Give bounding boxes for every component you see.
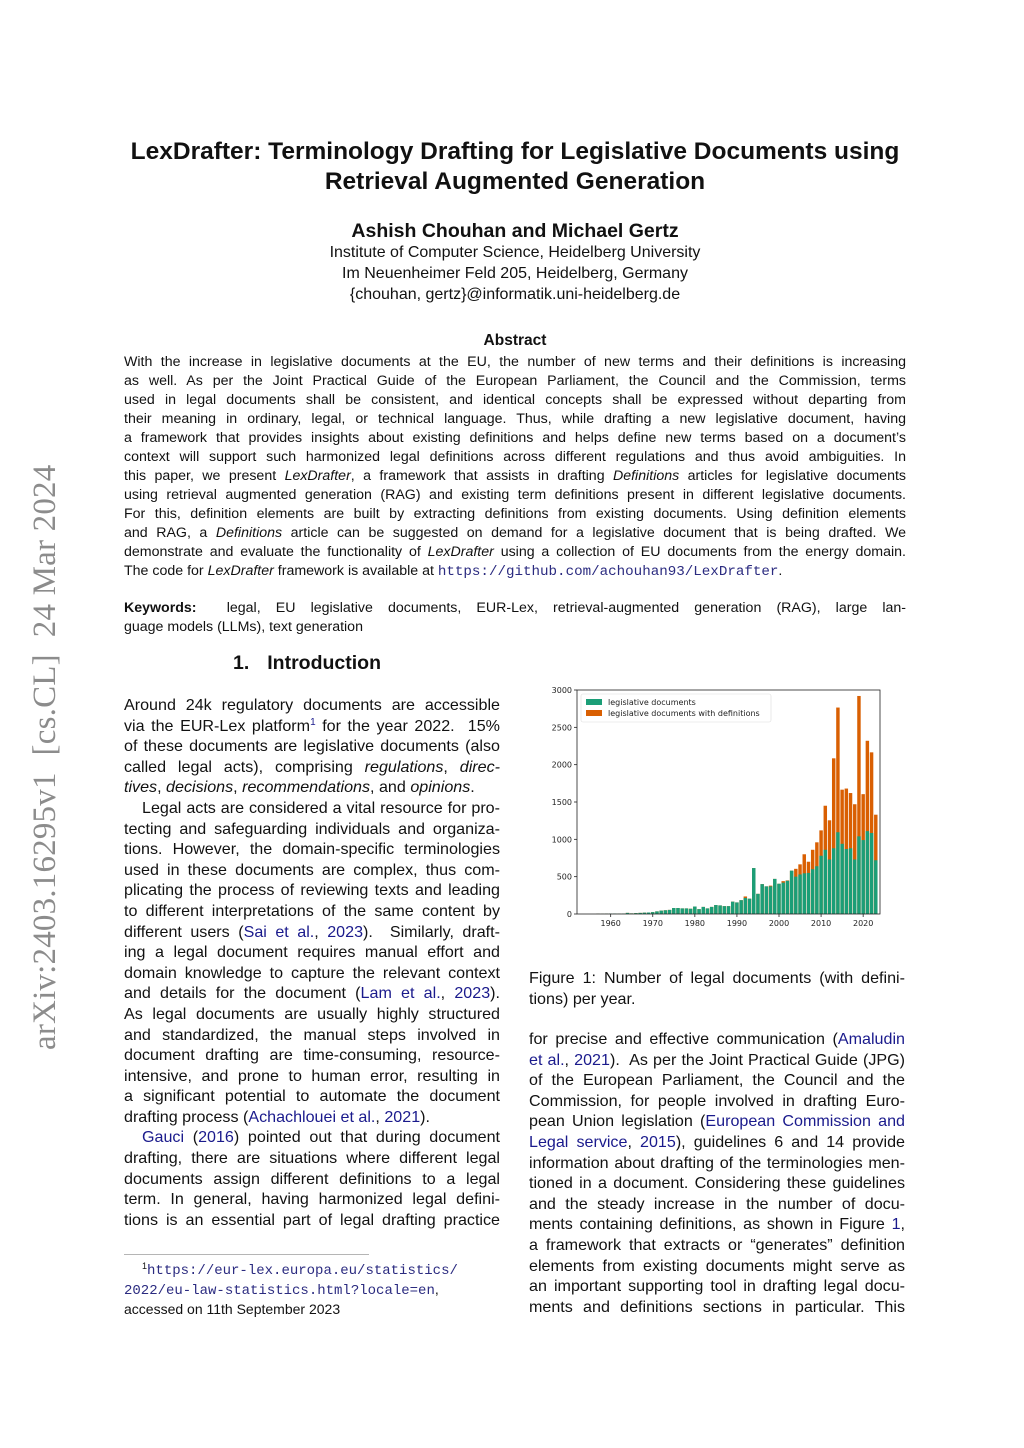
bar-legislative [849, 848, 852, 914]
bar-legislative [744, 898, 747, 914]
left-column-body: Around 24k regulatory documents are accessible via the EUR-Lex platform$^1$ for the year 2022. 15% of these documents are legislative documents (also called legal acts), comprising regulations, direc- tives, decisions, recommendations, and opinions. Legal acts are considered a vital resource for pro- tecting and safeguarding individuals and organiza- tions. However, the domain-specific terminologies used in these documents are complex, thus com- plicating the process of reviewing texts and leading to different interpretations of the same content by different users (Sai et al., 2023). Similarly, draft- ing a legal document requires manual effort and domain knowledge to capture the relevant context and details for the document (Lam et al., 2023). As legal documents are usually highly structured and standardized, the manual steps involved in document drafting are time-consuming, resource- intensive, and prone to human error, resulting in a significant potential to automate the document drafting process (Achachlouei et al., 2021). Gauci (2016) pointed out that during document drafting, there are situations where different legal documents assign different definitions to a legal term. In general, having harmonized legal defini- tions is an essential part of legal drafting practice [124, 696, 500, 1229]
right-column-body: for precise and effective communication (Amaludin et al., 2021). As per the Joint Practical Guide (JPG) of the European Parliament, the Council and the Commission, for people involved in drafting Euro- pean Union legislation (European Commission and Legal service, 2015), guidelines 6 and 14 provide information about drafting of the terminologies men- tioned in a document. Considering these guidelines and the steady increase in the number of docu- ments containing definitions, as shown in Figure 1, a framework that extracts or “generates” definition elements from existing documents might serve as an important supporting tool in drafting legal docu- ments and definitions sections in particular. This [529, 1030, 906, 1316]
bar-legislative [727, 906, 730, 914]
keywords [124, 599, 906, 637]
abstract-line: The code for LexDrafter framework is available at https://github.com/achouhan93/LexDrafter. [124, 563, 783, 580]
title-line-1: LexDrafter: Terminology Drafting for Legislative Documents using [130, 138, 900, 165]
bar-legislative [773, 879, 776, 914]
legend-label: legislative documents with definitions [608, 709, 760, 718]
bar-legislative [668, 910, 671, 914]
keywords-list-continued: guage models (LLMs), text generation [124, 619, 363, 635]
lexdrafter-emphasis: LexDrafter [284, 468, 351, 484]
figure-1-caption: Figure 1: Number of legal documents (with defini- tions) per year. [529, 969, 905, 1008]
arxiv-identifier-stamp: arXiv:2403.16295v1 [cs.CL] 24 Mar 2024 [27, 464, 63, 1050]
bar-legislative [870, 833, 873, 914]
bar-legislative [731, 902, 734, 914]
bar-legislative [777, 884, 780, 914]
x-tick-label: 1990 [726, 919, 748, 928]
bar-legislative [739, 900, 742, 914]
bar-legislative [685, 908, 688, 914]
bar-legislative [664, 910, 667, 914]
bar-legislative [702, 907, 705, 914]
bar-legislative [760, 884, 763, 914]
citation-year-link[interactable]: 2016 [198, 1128, 234, 1147]
bar-legislative [824, 850, 827, 914]
bar-legislative [790, 871, 793, 914]
bar-legislative [710, 907, 713, 914]
paper-authors: Ashish Chouhan and Michael Gertz [351, 220, 679, 242]
legend-swatch [586, 710, 602, 716]
bar-legislative [672, 908, 675, 914]
bar-legislative [853, 859, 856, 914]
bar-legislative [857, 836, 860, 914]
abstract-line: demonstrate and evaluate the functionality of LexDrafter using a collection of EU documents from the energy domain. [124, 544, 906, 560]
bar-legislative [781, 883, 784, 914]
citation-year-link[interactable]: 2023 [327, 922, 364, 941]
github-code-link[interactable]: https://github.com/achouhan93/LexDrafter [437, 564, 779, 580]
y-tick-label: 3000 [551, 686, 572, 695]
bar-legislative [840, 844, 843, 914]
definitions-emphasis: Definitions [612, 468, 680, 484]
bar-legislative [811, 869, 814, 914]
bar-legislative [832, 848, 835, 914]
abstract-body [124, 353, 906, 582]
x-tick-label: 1980 [684, 919, 706, 928]
bar-legislative [693, 907, 696, 914]
x-tick-label: 2000 [768, 919, 790, 928]
bar-legislative [815, 866, 818, 914]
x-tick-label: 2010 [810, 919, 832, 928]
bar-legislative [676, 908, 679, 914]
abstract-heading: Abstract [483, 332, 547, 349]
affiliation-address: Im Neuenheimer Feld 205, Heidelberg, Germany [342, 265, 688, 282]
definitions-emphasis: Definitions [215, 525, 283, 541]
bar-legislative [807, 873, 810, 914]
lexdrafter-emphasis: LexDrafter [427, 544, 494, 560]
citation-amaludin-2021[interactable]: Amaludin [837, 1030, 905, 1048]
bar-legislative [735, 902, 738, 914]
author-affiliation [110, 242, 920, 305]
x-tick-label: 2020 [852, 919, 874, 928]
footnote-mark: 1 [142, 1261, 148, 1271]
bar-legislative [714, 905, 717, 914]
y-tick-label: 2500 [551, 723, 572, 733]
bar-legislative [769, 886, 772, 914]
footnote-url-link-continued[interactable]: 2022/eu-law-statistics.html?locale=en [124, 1283, 435, 1299]
citation-european-commission-2015[interactable]: European Commission and [705, 1112, 905, 1131]
x-tick-label: 1970 [642, 919, 663, 928]
y-tick-label: 2000 [551, 760, 572, 770]
abstract-line: With the increase in legislative documents at the EU, the number of new terms and their definitions is increasing [124, 354, 906, 370]
abstract-line: a framework that provides insights about existing definitions and helps define new terms based on a document’s [124, 430, 906, 446]
footnote-divider [124, 1254, 369, 1255]
lexdrafter-emphasis: LexDrafter [207, 563, 274, 579]
bar-legislative [819, 856, 822, 914]
section-heading-introduction [233, 652, 381, 675]
keywords-label: Keywords: [124, 600, 197, 616]
title-line-2: Retrieval Augmented Generation [324, 168, 706, 195]
bar-legislative [798, 874, 801, 914]
affiliation-institute: Institute of Computer Science, Heidelberg University [329, 244, 701, 261]
bar-legislative [866, 831, 869, 914]
citation-gauci-2016[interactable]: Gauci [142, 1128, 185, 1147]
y-tick-label: 0 [566, 910, 572, 919]
footnote-url-link[interactable]: https://eur-lex.europa.eu/statistics/ [147, 1263, 458, 1279]
affiliation-email: {chouhan, gertz}@informatik.uni-heidelberg.de [349, 286, 681, 303]
paper-title [110, 137, 920, 197]
figure-1-chart [540, 683, 890, 933]
citation-year-link[interactable]: 2023 [454, 984, 491, 1003]
section-title: Introduction [267, 652, 381, 674]
section-number: 1. [233, 652, 250, 674]
y-tick-label: 1500 [551, 798, 572, 807]
abstract-line: their meaning in ordinary, legal, or technical language. Thus, while drafting a new legislative document, having [124, 411, 906, 427]
bar-legislative [748, 899, 751, 914]
citation-year-link[interactable]: 2021 [384, 1107, 421, 1126]
bar-legislative [861, 840, 864, 914]
citation-achachlouei-2021[interactable]: Achachlouei et al. [248, 1107, 376, 1126]
bar-legislative [836, 832, 839, 914]
abstract-line: For this, definition elements are built by extracting definitions from existing documents. Using definition elements [124, 506, 906, 522]
abstract-line: as well. As per the Joint Practical Guide of the European Parliament, the Council and the Commission, terms [124, 373, 906, 389]
y-tick-label: 500 [556, 872, 572, 882]
bar-legislative [723, 906, 726, 914]
bar-legislative [689, 909, 692, 914]
abstract-line: and RAG, a Definitions article can be suggested on demand for a legislative document that is being drafted. We [124, 525, 906, 541]
bar-legislative [756, 894, 759, 914]
bar-legislative [794, 877, 797, 914]
footnote-ref-1[interactable]: 1 [310, 716, 316, 728]
figure-1-reference-link[interactable]: 1 [891, 1215, 901, 1234]
bar-legislative [786, 881, 789, 914]
bar-legislative [828, 859, 831, 914]
citation-amaludin-2021-cont[interactable]: et al. [529, 1050, 565, 1069]
y-tick-label: 1000 [551, 835, 572, 845]
abstract-line: used in legal documents shall be consistent, and identical concepts shall be expressed without departing from [124, 392, 906, 408]
citation-european-commission-2015-cont[interactable]: Legal service [529, 1132, 628, 1151]
abstract-line: this paper, we present LexDrafter, a framework that assists in drafting Definitions articles for legislative documents [124, 468, 906, 484]
citation-year-link[interactable]: 2015 [640, 1132, 676, 1151]
bar-legislative [845, 849, 848, 914]
bar-legislative [874, 860, 877, 914]
bar-legislative [803, 873, 806, 914]
citation-sai-2023[interactable]: Sai et al. [243, 922, 315, 941]
bar-legislative [752, 868, 755, 914]
bar-legislative [697, 909, 700, 914]
legend-label: legislative documents [608, 698, 696, 707]
bar-legislative [706, 908, 709, 914]
bar-legislative [718, 905, 721, 914]
x-tick-label: 1960 [600, 919, 621, 928]
citation-year-link[interactable]: 2021 [574, 1050, 610, 1069]
citation-lam-2023[interactable]: Lam et al. [360, 984, 441, 1003]
footnote-1: $^1$https://eur-lex.europa.eu/statistics/ 2022/eu-law-statistics.html?locale=en, accessed on 11th September 2023 [124, 1260, 504, 1318]
bar-chart [540, 683, 890, 933]
legend-swatch [586, 699, 602, 705]
abstract-line: context will support such harmonized legal definitions across different regulations and thus avoid ambiguities. In [124, 449, 906, 465]
keywords-list: legal, EU legislative documents, EUR-Lex, retrieval-augmented generation (RAG), large lan- [196, 600, 906, 616]
abstract-line: using retrieval augmented generation (RAG) and existing term definitions present in different legislative documents. [124, 487, 906, 503]
footnote-accessed-date: accessed on 11th September 2023 [124, 1301, 341, 1317]
bar-legislative [680, 908, 683, 914]
bar-legislative [659, 911, 662, 914]
bar-legislative [765, 886, 768, 914]
